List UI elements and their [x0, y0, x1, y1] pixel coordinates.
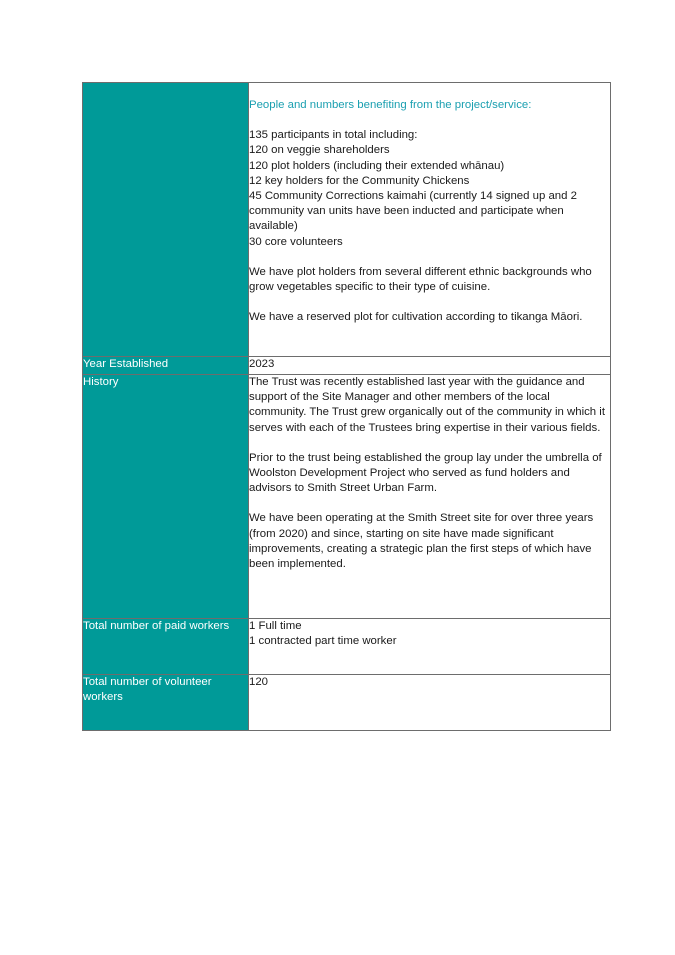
ethnic-paragraph: We have plot holders from several different ethnic backgrounds who grow vegetables specific to their type of cuisine. [249, 265, 592, 294]
paid-workers-value-cell [249, 619, 611, 675]
year-value: 2023 [249, 357, 611, 375]
people-line: 30 core volunteers [249, 235, 343, 248]
reserved-plot-paragraph: We have a reserved plot for cultivation according to tikanga Māori. [249, 311, 583, 324]
paid-workers-row [83, 619, 611, 675]
history-paragraph: The Trust was recently established last year with the guidance and support of the Site Manager and other members of the local community. The Trust grew organically out of the community in which it serves with each of the Trustees bring expertise in their various fields. [249, 376, 605, 434]
people-line: 45 Community Corrections kaimahi (currently 14 signed up and 2 community van units have been inducted and participate when available) [249, 190, 577, 233]
people-value-cell [249, 83, 611, 357]
year-row [83, 357, 611, 375]
history-paragraph: We have been operating at the Smith Street site for over three years (from 2020) and since, starting on site have made significant improvements, creating a strategic plan the first steps of which have been implemented. [249, 512, 594, 571]
people-row [83, 83, 611, 357]
people-line: 120 on veggie shareholders [249, 144, 390, 157]
volunteer-workers-value: 120 [249, 675, 611, 731]
people-heading: People and numbers benefiting from the project/service: [249, 99, 532, 111]
volunteer-workers-row [83, 675, 611, 731]
volunteer-workers-label: Total number of volunteer workers [83, 675, 249, 731]
people-line: 135 participants in total including: [249, 129, 418, 142]
history-row [83, 375, 611, 619]
people-list [249, 128, 610, 250]
people-line: 120 plot holders (including their extended whānau) [249, 159, 505, 172]
paid-workers-line: 1 Full time [249, 620, 302, 632]
history-value-cell [249, 375, 611, 619]
year-label: Year Established [83, 357, 249, 375]
people-line: 12 key holders for the Community Chickens [249, 174, 470, 187]
paid-workers-label: Total number of paid workers [83, 619, 249, 675]
history-label: History [83, 375, 249, 619]
history-paragraph: Prior to the trust being established the group lay under the umbrella of Woolston Development Project who served as fund holders and advisors to Smith Street Urban Farm. [249, 451, 602, 495]
paid-workers-line: 1 contracted part time worker [249, 635, 397, 648]
project-info-table [82, 82, 611, 731]
people-label-cell [83, 83, 249, 357]
